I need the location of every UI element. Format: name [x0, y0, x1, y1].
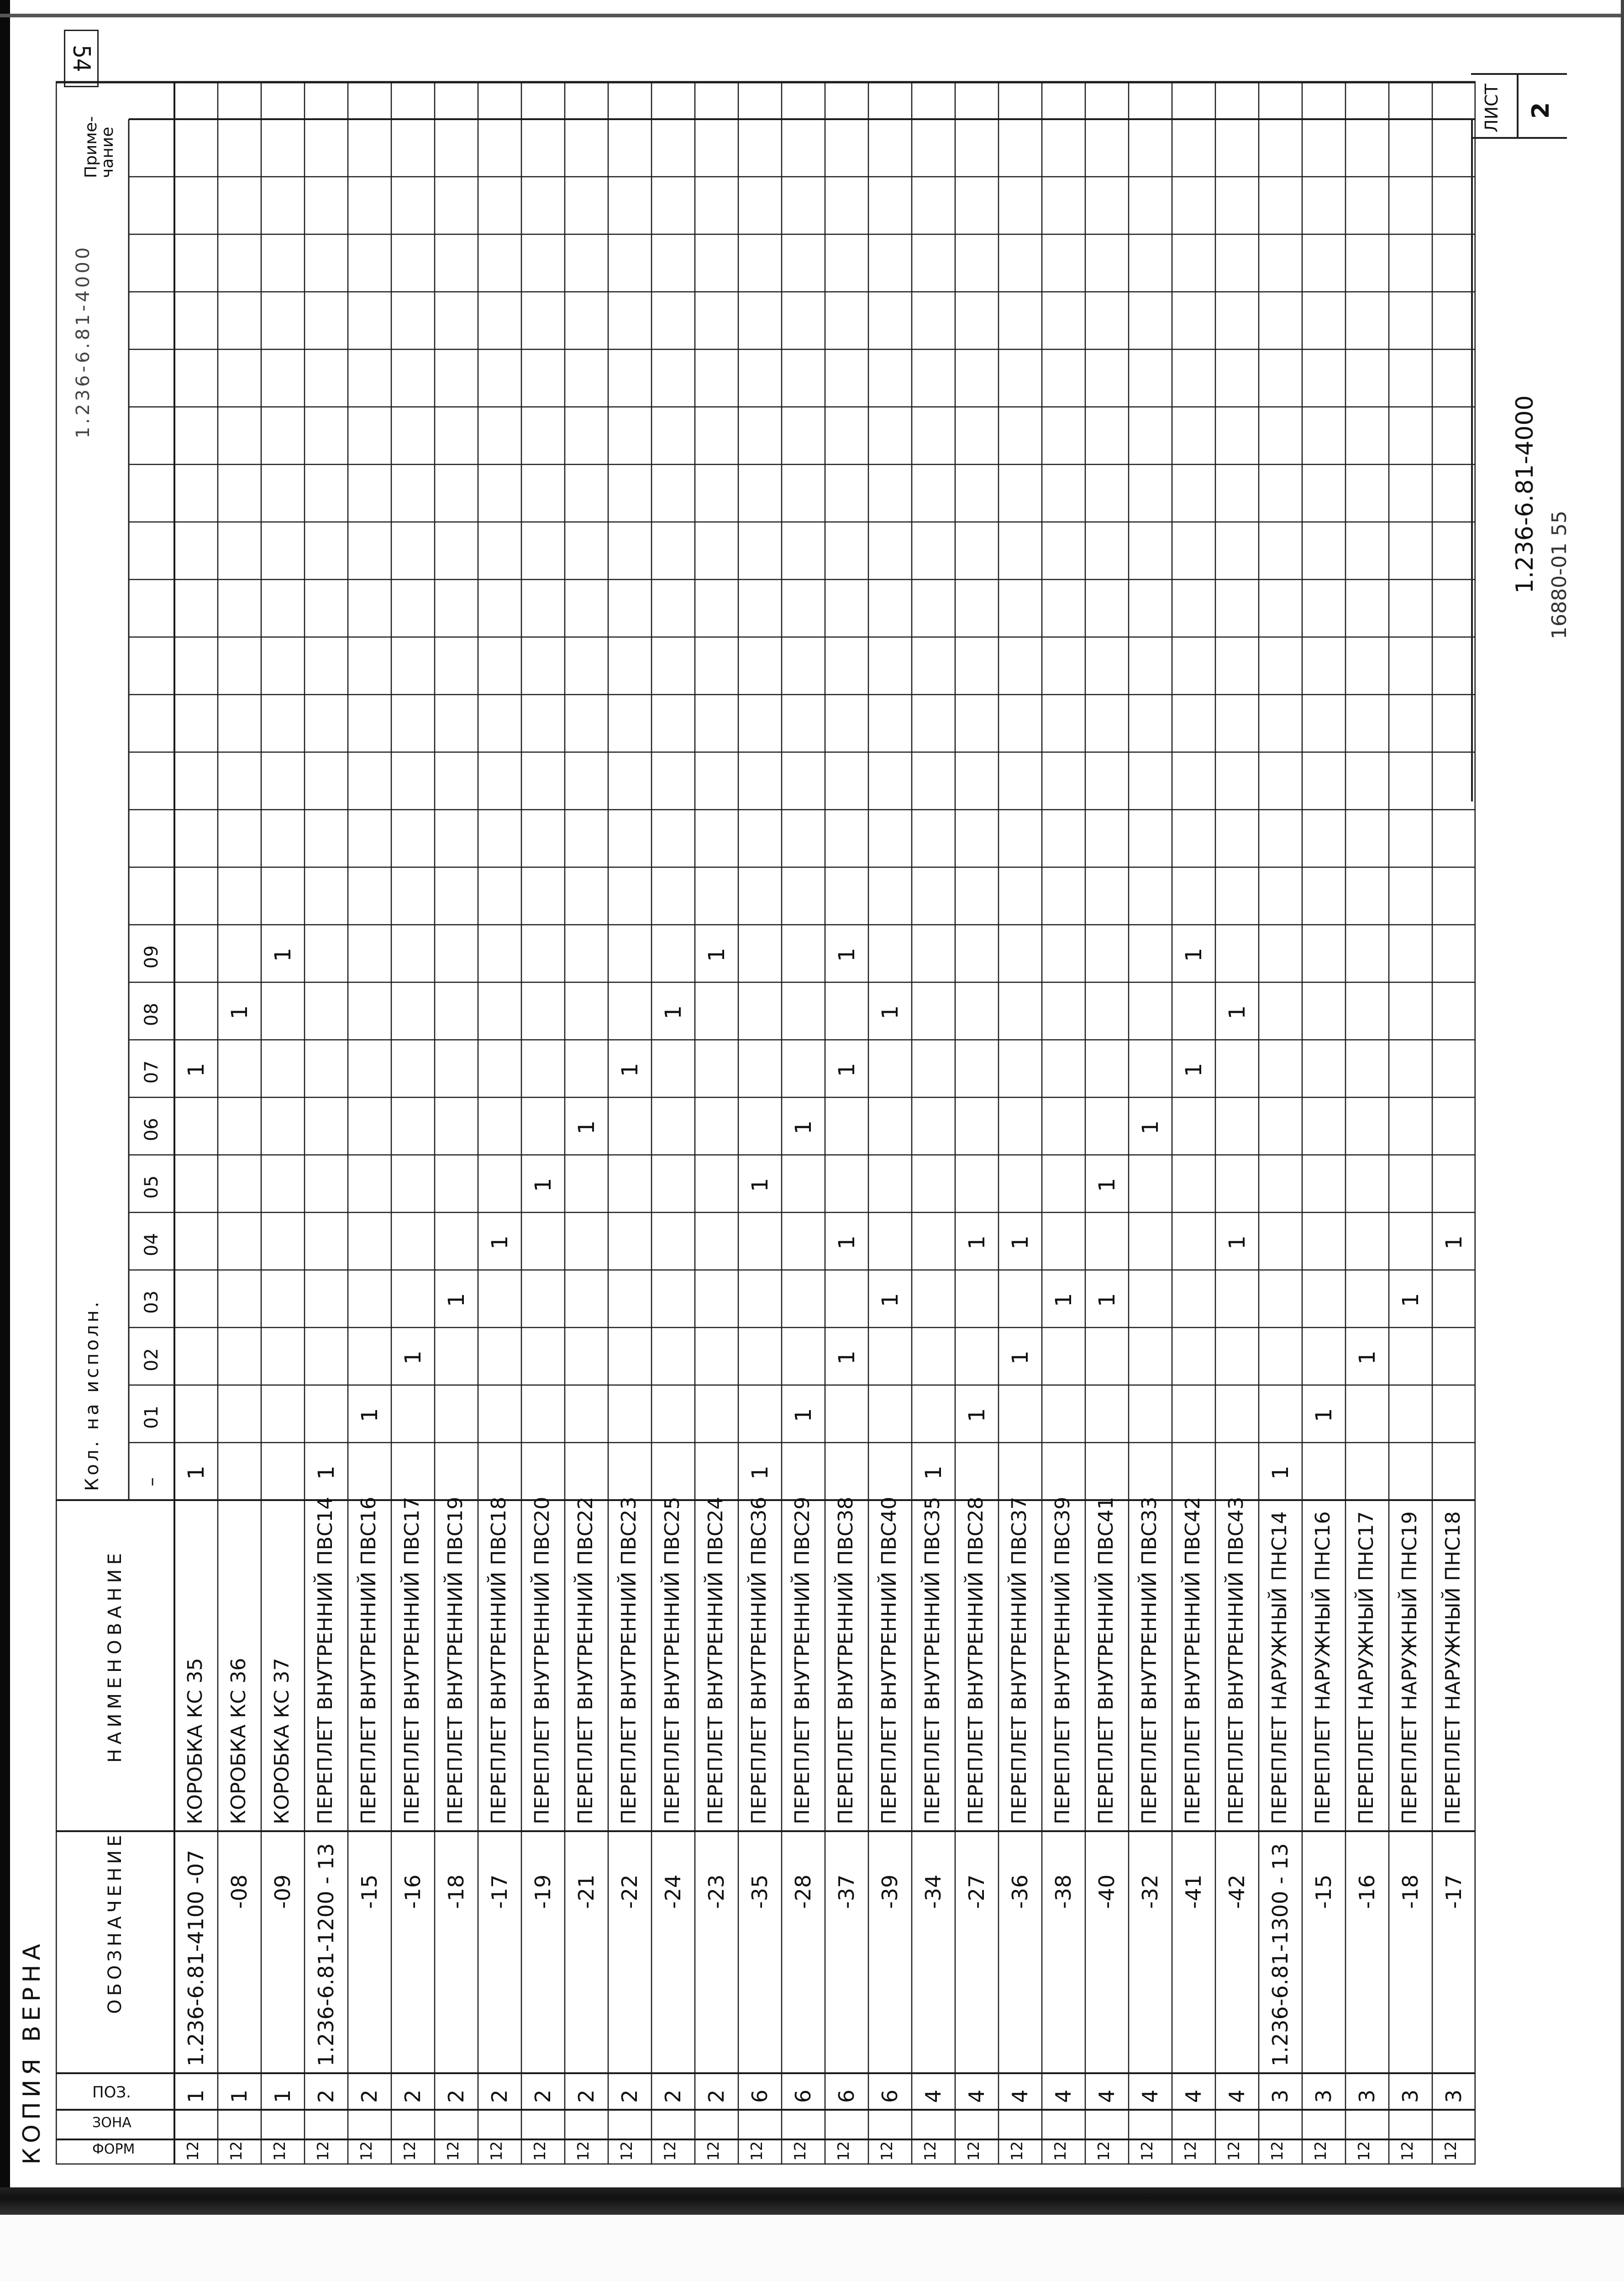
row-designation: 1.236-6.81-1300 - 13 [1268, 1843, 1293, 2066]
row-pos: 1 [184, 2089, 208, 2103]
row-pos: 2 [487, 2089, 512, 2103]
row-format: 12 [878, 2141, 896, 2161]
row-pos: 4 [1138, 2089, 1162, 2103]
row-format: 12 [965, 2141, 983, 2161]
row-qty-mark: 1 [964, 1235, 990, 1249]
header-pos: ПОЗ. [92, 2083, 131, 2102]
row-qty-mark: 1 [357, 1408, 383, 1422]
row-pos: 1 [227, 2089, 252, 2103]
row-name: ПЕРЕПЛЕТ ВНУТРЕННИЙ ПВС14 [314, 1496, 337, 1824]
row-qty-mark: 1 [617, 1063, 643, 1077]
row-pos: 6 [834, 2089, 859, 2103]
row-qty-mark: 1 [184, 1063, 209, 1077]
row-designation: -34 [921, 1874, 946, 1909]
header-note: Приме- чание [82, 116, 117, 178]
row-name: ПЕРЕПЛЕТ НАРУЖНЫЙ ПНС18 [1441, 1511, 1465, 1824]
row-qty-mark: 1 [791, 1408, 816, 1422]
row-designation: -16 [1355, 1874, 1379, 1909]
scan-bottom-margin [0, 2215, 1624, 2281]
row-format: 12 [401, 2141, 419, 2161]
row-pos: 4 [1181, 2089, 1206, 2103]
row-pos: 3 [1441, 2089, 1466, 2103]
row-name: ПЕРЕПЛЕТ ВНУТРЕННИЙ ПВС35 [921, 1496, 944, 1824]
row-qty-mark: 1 [574, 1120, 599, 1134]
row-name: ПЕРЕПЛЕТ ВНУТРЕННИЙ ПВС36 [747, 1496, 771, 1824]
table-grid [56, 78, 1476, 2165]
title-bottom-note: 16880-01 55 [1548, 511, 1571, 639]
row-qty-mark: 1 [834, 1063, 860, 1077]
copy-verified-caption: КОПИЯ ВЕРНА [18, 1939, 46, 2165]
row-name: ПЕРЕПЛЕТ ВНУТРЕННИЙ ПВС25 [661, 1496, 684, 1824]
row-qty-mark: 1 [1355, 1350, 1380, 1364]
row-name: КОРОБКА КС 37 [270, 1658, 294, 1824]
row-pos: 4 [921, 2089, 946, 2103]
header-variant-5: 05 [141, 1175, 162, 1199]
header-variant-2: 02 [141, 1348, 162, 1371]
row-format: 12 [748, 2141, 766, 2161]
header-format: ФОРМ [92, 2141, 135, 2157]
row-qty-mark: 1 [1441, 1235, 1467, 1249]
row-format: 12 [574, 2141, 593, 2161]
row-designation: -24 [661, 1874, 685, 1909]
row-qty-mark: 1 [531, 1178, 556, 1192]
row-designation: -09 [270, 1874, 295, 1909]
row-designation: -19 [531, 1874, 555, 1909]
row-name: ПЕРЕПЛЕТ НАРУЖНЫЙ ПНС16 [1311, 1511, 1335, 1824]
row-name: ПЕРЕПЛЕТ ВНУТРЕННИЙ ПВС22 [574, 1496, 597, 1824]
row-qty-mark: 1 [1138, 1120, 1163, 1134]
row-qty-mark: 1 [184, 1465, 209, 1480]
row-qty-mark: 1 [1181, 1063, 1207, 1077]
row-format: 12 [444, 2141, 462, 2161]
row-designation: -32 [1138, 1874, 1162, 1909]
row-format: 12 [1182, 2141, 1200, 2161]
row-format: 12 [1442, 2141, 1460, 2161]
row-qty-mark: 1 [834, 1350, 860, 1364]
row-name: ПЕРЕПЛЕТ ВНУТРЕННИЙ ПВС33 [1138, 1496, 1161, 1824]
header-variant-7: 07 [141, 1060, 162, 1084]
row-pos: 6 [747, 2089, 772, 2103]
row-name: ПЕРЕПЛЕТ ВНУТРЕННИЙ ПВС24 [704, 1496, 727, 1824]
row-designation: -35 [747, 1874, 772, 1909]
row-designation: -17 [1441, 1874, 1466, 1909]
header-variant-9: 09 [141, 945, 162, 969]
row-format: 12 [271, 2141, 289, 2161]
row-pos: 2 [357, 2089, 382, 2103]
row-format: 12 [704, 2141, 723, 2161]
row-format: 12 [1312, 2141, 1330, 2161]
sheet-box-divider [1517, 73, 1519, 137]
row-format: 12 [314, 2141, 332, 2161]
header-variant-0: – [141, 1477, 162, 1486]
row-format: 12 [1008, 2141, 1026, 2161]
row-format: 12 [1051, 2141, 1070, 2161]
row-designation: -17 [487, 1874, 512, 1909]
row-name: ПЕРЕПЛЕТ ВНУТРЕННИЙ ПВС38 [834, 1496, 857, 1824]
sheet-label: ЛИСТ [1482, 84, 1502, 132]
row-designation: -23 [704, 1874, 729, 1909]
row-name: ПЕРЕПЛЕТ ВНУТРЕННИЙ ПВС16 [357, 1496, 380, 1824]
row-name: ПЕРЕПЛЕТ ВНУТРЕННИЙ ПВС42 [1181, 1496, 1204, 1824]
row-designation: -15 [357, 1874, 382, 1909]
scan-right-edge [1621, 0, 1624, 2190]
sheet-number: 2 [1527, 102, 1555, 119]
header-variant-3: 03 [141, 1291, 162, 1314]
header-variant-8: 08 [141, 1003, 162, 1026]
header-variant-6: 06 [141, 1118, 162, 1141]
sheet-box-bottom [1471, 137, 1567, 139]
row-pos: 6 [878, 2089, 902, 2103]
row-qty-mark: 1 [921, 1465, 946, 1480]
row-pos: 3 [1311, 2089, 1336, 2103]
row-pos: 4 [1051, 2089, 1076, 2103]
header-zone: ЗОНА [92, 2115, 131, 2131]
row-qty-mark: 1 [791, 1120, 816, 1134]
row-format: 12 [1268, 2141, 1287, 2161]
row-pos: 2 [661, 2089, 685, 2103]
row-qty-mark: 1 [1181, 948, 1207, 962]
row-format: 12 [184, 2141, 202, 2161]
row-qty-mark: 1 [227, 1005, 252, 1019]
row-pos: 4 [1094, 2089, 1119, 2103]
row-format: 12 [661, 2141, 679, 2161]
row-name: ПЕРЕПЛЕТ НАРУЖНЫЙ ПНС19 [1398, 1511, 1421, 1824]
row-qty-mark: 1 [747, 1178, 773, 1192]
top-border-line [0, 14, 1624, 17]
row-qty-mark: 1 [1225, 1235, 1250, 1249]
row-qty-mark: 1 [878, 1293, 903, 1307]
row-pos: 1 [270, 2089, 295, 2103]
header-variant-group: 1.236-6.81-4000 [73, 244, 94, 438]
row-pos: 3 [1268, 2089, 1293, 2103]
row-designation: -42 [1225, 1874, 1249, 1909]
row-pos: 2 [704, 2089, 729, 2103]
row-qty-mark: 1 [1051, 1293, 1077, 1307]
row-qty-mark: 1 [964, 1408, 990, 1422]
row-format: 12 [1095, 2141, 1113, 2161]
row-format: 12 [227, 2141, 246, 2161]
row-pos: 6 [791, 2089, 815, 2103]
row-format: 12 [1138, 2141, 1156, 2161]
row-pos: 2 [617, 2089, 642, 2103]
row-designation: -22 [617, 1874, 642, 1909]
row-format: 12 [1355, 2141, 1373, 2161]
row-pos: 3 [1355, 2089, 1379, 2103]
row-format: 12 [921, 2141, 940, 2161]
row-qty-mark: 1 [314, 1465, 339, 1480]
row-qty-mark: 1 [1008, 1350, 1033, 1364]
row-name: ПЕРЕПЛЕТ ВНУТРЕННИЙ ПВС20 [531, 1496, 554, 1824]
row-designation: -15 [1311, 1874, 1336, 1909]
row-designation: -16 [400, 1874, 425, 1909]
header-variant-1: 01 [141, 1406, 162, 1429]
row-qty-mark: 1 [444, 1293, 469, 1307]
row-format: 12 [1398, 2141, 1417, 2161]
row-designation: -27 [964, 1874, 989, 1909]
row-qty-mark: 1 [1398, 1293, 1424, 1307]
row-pos: 2 [531, 2089, 555, 2103]
row-qty-mark: 1 [878, 1005, 903, 1019]
row-name: ПЕРЕПЛЕТ ВНУТРЕННИЙ ПВС37 [1008, 1496, 1031, 1824]
row-name: ПЕРЕПЛЕТ ВНУТРЕННИЙ ПВС39 [1051, 1496, 1074, 1824]
scan-bottom-edge [0, 2187, 1624, 2215]
row-qty-mark: 1 [834, 1235, 860, 1249]
row-qty-mark: 1 [1225, 1005, 1250, 1019]
row-designation: -38 [1051, 1874, 1076, 1909]
row-format: 12 [357, 2141, 376, 2161]
row-format: 12 [618, 2141, 636, 2161]
row-pos: 2 [574, 2089, 599, 2103]
row-designation: -40 [1094, 1874, 1119, 1909]
row-designation: -41 [1181, 1874, 1206, 1909]
row-qty-mark: 1 [1094, 1178, 1120, 1192]
row-qty-mark: 1 [400, 1350, 426, 1364]
row-name: ПЕРЕПЛЕТ ВНУТРЕННИЙ ПВС29 [791, 1496, 814, 1824]
sheet-box-top [1471, 73, 1567, 75]
row-name: ПЕРЕПЛЕТ ВНУТРЕННИЙ ПВС18 [487, 1496, 510, 1824]
row-name: ПЕРЕПЛЕТ ВНУТРЕННИЙ ПВС17 [400, 1496, 424, 1824]
row-qty-mark: 1 [1008, 1235, 1033, 1249]
row-qty-mark: 1 [270, 948, 296, 962]
row-designation: -39 [878, 1874, 902, 1909]
row-pos: 4 [1225, 2089, 1249, 2103]
row-qty-mark: 1 [1268, 1465, 1293, 1480]
row-designation: -18 [444, 1874, 468, 1909]
row-designation: -36 [1008, 1874, 1032, 1909]
row-designation: -18 [1398, 1874, 1423, 1909]
row-designation: -37 [834, 1874, 859, 1909]
row-name: ПЕРЕПЛЕТ ВНУТРЕННИЙ ПВС41 [1094, 1496, 1118, 1824]
row-qty-mark: 1 [747, 1465, 773, 1480]
row-pos: 4 [964, 2089, 989, 2103]
row-qty-mark: 1 [834, 948, 860, 962]
row-format: 12 [835, 2141, 853, 2161]
row-format: 12 [488, 2141, 506, 2161]
title-designation: 1.236-6.81-4000 [1511, 395, 1539, 594]
row-pos: 2 [444, 2089, 468, 2103]
row-designation: 1.236-6.81-4100 -07 [184, 1849, 208, 2066]
row-name: ПЕРЕПЛЕТ ВНУТРЕННИЙ ПВС43 [1225, 1496, 1248, 1824]
row-qty-mark: 1 [704, 948, 730, 962]
row-name: ПЕРЕПЛЕТ ВНУТРЕННИЙ ПВС28 [964, 1496, 988, 1824]
row-designation: -21 [574, 1874, 599, 1909]
row-designation: -08 [227, 1874, 252, 1909]
row-qty-mark: 1 [487, 1235, 513, 1249]
header-qty: Кол. на исполн. [82, 1299, 103, 1491]
row-qty-mark: 1 [1094, 1293, 1120, 1307]
row-pos: 3 [1398, 2089, 1423, 2103]
row-designation: 1.236-6.81-1200 - 13 [314, 1843, 338, 2066]
row-pos: 4 [1008, 2089, 1032, 2103]
row-name: ПЕРЕПЛЕТ ВНУТРЕННИЙ ПВС19 [444, 1496, 467, 1824]
row-name: ПЕРЕПЛЕТ НАРУЖНЫЙ ПНС14 [1268, 1511, 1291, 1824]
scan-left-edge [0, 0, 10, 2190]
row-pos: 2 [400, 2089, 425, 2103]
row-qty-mark: 1 [661, 1005, 686, 1019]
row-format: 12 [791, 2141, 809, 2161]
page-number: 54 [68, 45, 95, 72]
header-name: НАИМЕНОВАНИЕ [105, 1549, 126, 1763]
row-format: 12 [531, 2141, 549, 2161]
row-qty-mark: 1 [1311, 1408, 1337, 1422]
row-name: ПЕРЕПЛЕТ ВНУТРЕННИЙ ПВС40 [878, 1496, 901, 1824]
row-name: ПЕРЕПЛЕТ ВНУТРЕННИЙ ПВС23 [617, 1496, 641, 1824]
row-name: КОРОБКА КС 36 [227, 1658, 250, 1824]
row-format: 12 [1225, 2141, 1243, 2161]
header-designation: ОБОЗНАЧЕНИЕ [105, 1831, 126, 2014]
row-designation: -28 [791, 1874, 815, 1909]
header-variant-4: 04 [141, 1233, 162, 1256]
row-name: КОРОБКА КС 35 [184, 1658, 207, 1824]
row-pos: 2 [314, 2089, 338, 2103]
row-name: ПЕРЕПЛЕТ НАРУЖНЫЙ ПНС17 [1355, 1511, 1378, 1824]
